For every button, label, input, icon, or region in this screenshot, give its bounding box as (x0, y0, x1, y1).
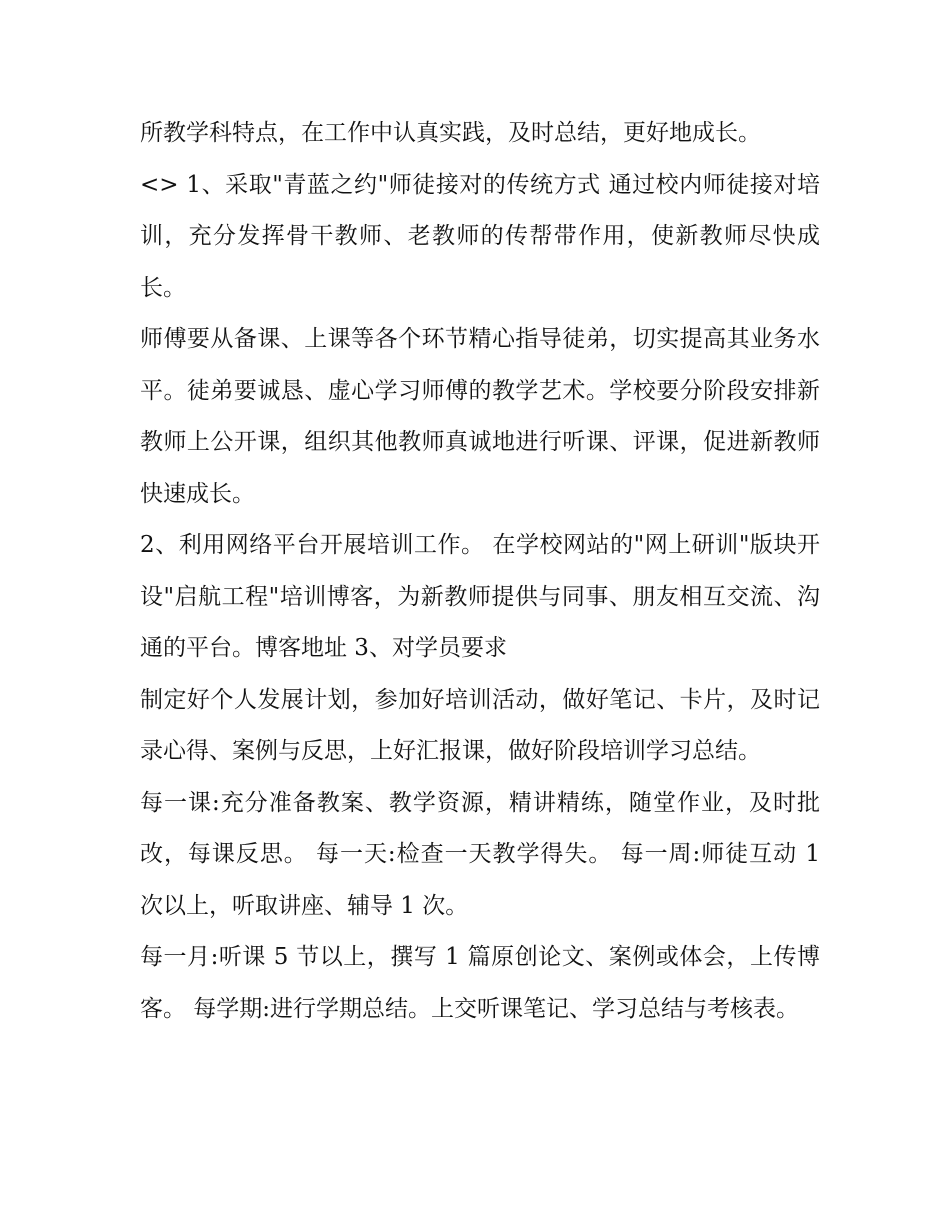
document-body (140, 108, 820, 1035)
paragraph-1: 所教学科特点，在工作中认真实践，及时总结，更好地成长。 (140, 120, 761, 146)
paragraph-6: 每一课:充分准备教案、教学资源，精讲精练，随堂作业，及时批改，每课反思。 每一天:检查一天教学得失。 每一周:师徒互动 1 次以上，听取讲座、辅导 1 次。 (140, 789, 820, 919)
paragraph-5: 制定好个人发展计划，参加好培训活动，做好笔记、卡片，及时记录心得、案例与反思，上好汇报课，做好阶段培训学习总结。 (140, 686, 820, 764)
paragraph-7: 每一月:听课 5 节以上，撰写 1 篇原创论文、案例或体会，上传博客。 每学期:进行学期总结。上交听课笔记、学习总结与考核表。 (140, 944, 820, 1022)
paragraph-3: 师傅要从备课、上课等各个环节精心指导徒弟，切实提高其业务水平。徒弟要诚恳、虚心学习师傅的教学艺术。学校要分阶段安排新教师上公开课，组织其他教师真诚地进行听课、评课，促进新教师快速成长。 (140, 326, 820, 507)
paragraph-2: <> 1、采取"青蓝之约"师徒接对的传统方式 通过校内师徒接对培训，充分发挥骨干教师、老教师的传帮带作用，使新教师尽快成长。 (140, 171, 820, 301)
paragraph-4: 2、利用网络平台开展培训工作。 在学校网站的"网上研训"版块开设"启航工程"培训博客，为新教师提供与同事、朋友相互交流、沟通的平台。博客地址 3、对学员要求 (140, 532, 820, 661)
